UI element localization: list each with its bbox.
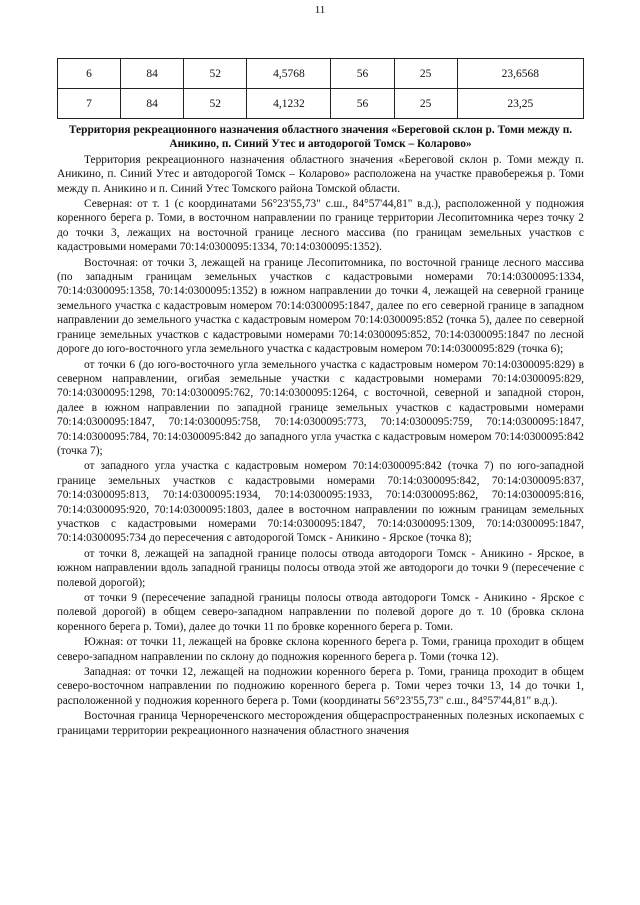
section-title: Территория рекреационного назначения областного значения «Береговой склон р. Томи между п. Аникино, п. Синий Утес и автодорогой Томск – Коларово» (68, 124, 573, 151)
table-cell: 25 (394, 89, 457, 119)
table-cell: 52 (184, 59, 247, 89)
table-cell: 84 (121, 59, 184, 89)
paragraph: Южная: от точки 11, лежащей на бровке склона коренного берега р. Томи, граница проходит в общем северо-западном направлении по склону до подножия коренного берега р. Томи (точка 12). (57, 636, 584, 663)
table-cell: 4,1232 (247, 89, 331, 119)
paragraph: от точки 9 (пересечение западной границы полосы отвода автодороги Томск - Аникино - Ярское с полевой дорогой) в общем северо-западном направлении по полевой дороге до т. 10 (бровка склона коренного берега р. Томи), далее до точки 11 по бровке коренного берега р. Томи. (57, 592, 584, 633)
table-row (58, 89, 584, 119)
table-cell: 6 (58, 59, 121, 89)
table-cell: 52 (184, 89, 247, 119)
coordinates-table (57, 58, 584, 119)
paragraph: Восточная: от точки 3, лежащей на границе Лесопитомника, по восточной границе лесного массива (по западным границам земельных участков с кадастровыми номерами 70:14:0300095:1334, 70:14:0300095:1358, 70:14:0300095:1352) в южном направлении до точки 4, лежащей на северной границе земельного участка с кадастровым номером 70:14:0300095:1847, далее по его северной границе в западном направлении до земельного участка с кадастровым номером 70:14:0300095:852 (точка 5), далее по северной границе земельных участков с кадастровыми номерами 70:14:0300095:852, 70:14:0300095:1847 по лесной дороге до юго-восточного угла земельного участка с кадастровым номером 70:14:0300095:829 (точка 6); (57, 256, 584, 356)
paragraph: Восточная граница Чернореченского месторождения общераспространенных полезных ископаемых с границами территории рекреационного назначения областного значения (57, 710, 584, 737)
table-row (58, 59, 584, 89)
table-cell: 7 (58, 89, 121, 119)
page-number: 11 (314, 4, 326, 16)
table-cell: 23,6568 (457, 59, 583, 89)
paragraph: от западного угла участка с кадастровым номером 70:14:0300095:842 (точка 7) по юго-западной границе земельных участков с кадастровыми номерами 70:14:0300095:842, 70:14:0300095:837, 70:14:0300095:813, 70:14:0300095:1934, 70:14:0300095:1933, 70:14:0300095:862, 70:14:0300095:816, 70:14:0300095:920, 70:14:0300095:1803, далее в восточном направлении по южным границам земельных участков с кадастровыми номерами 70:14:0300095:1847, 70:14:0300095:1309, 70:14:0300095:1847, 70:14:0300095:734 до пересечения с автодорогой Томск - Аникино - Ярское (точка 8); (57, 460, 584, 545)
paragraph: от точки 6 (до юго-восточного угла земельного участка с кадастровым номером 70:14:0300095:829) в северном направлении, огибая земельные участки с кадастровыми номерами 70:14:0300095:829, 70:14:0300095:1298, 70:14:0300095:762, 70:14:0300095:1264, с восточной, северной и западной сторон, далее в южном направлении по западной границе земельных участков с кадастровыми номерами 70:14:0300095:1847, 70:14:0300095:758, 70:14:0300095:773, 70:14:0300095:759, 70:14:0300095:1847, 70:14:0300095:784, 70:14:0300095:842 до западного угла участка с кадастровым номером 70:14:0300095:842 (точка 7); (57, 358, 584, 457)
paragraph: от точки 8, лежащей на западной границе полосы отвода автодороги Томск - Аникино - Ярское, в южном направлении вдоль западной границы полосы отвода этой же автодороги до точки 9 (пересечение с полевой дорогой); (57, 547, 584, 589)
table-cell: 4,5768 (247, 59, 331, 89)
paragraph: Западная: от точки 12, лежащей на подножии коренного берега р. Томи, граница проходит в общем северо-восточном направлении по подножию коренного берега р. Томи через точки 13, 14 до точки 1, расположенной у подножия коренного берега р. Томи (координаты 56°23'55,73" с.ш., 84°57'44,81" в.д.). (57, 666, 584, 707)
table-cell: 23,25 (457, 89, 583, 119)
table-cell: 56 (331, 89, 394, 119)
table-cell: 56 (331, 59, 394, 89)
table-cell: 25 (394, 59, 457, 89)
document-body (57, 123, 584, 739)
paragraph: Северная: от т. 1 (с координатами 56°23'55,73" с.ш., 84°57'44,81" в.д.), расположенной у подножия коренного берега р. Томи, в восточном направлении по границе территории Лесопитомника через точку 2 до точки 3, лежащих на восточной границе лесного массива (по границам земельных участков с кадастровыми номерами 70:14:0300095:1334, 70:14:0300095:1352). (57, 198, 584, 254)
table-cell: 84 (121, 89, 184, 119)
paragraph: Территория рекреационного назначения областного значения «Береговой склон р. Томи между п. Аникино, п. Синий Утес и автодорогой Томск – Коларово» расположена на участке правобережья р. Томи между п. Аникино и п. Синий Утес Томского района Томской области. (57, 153, 584, 195)
